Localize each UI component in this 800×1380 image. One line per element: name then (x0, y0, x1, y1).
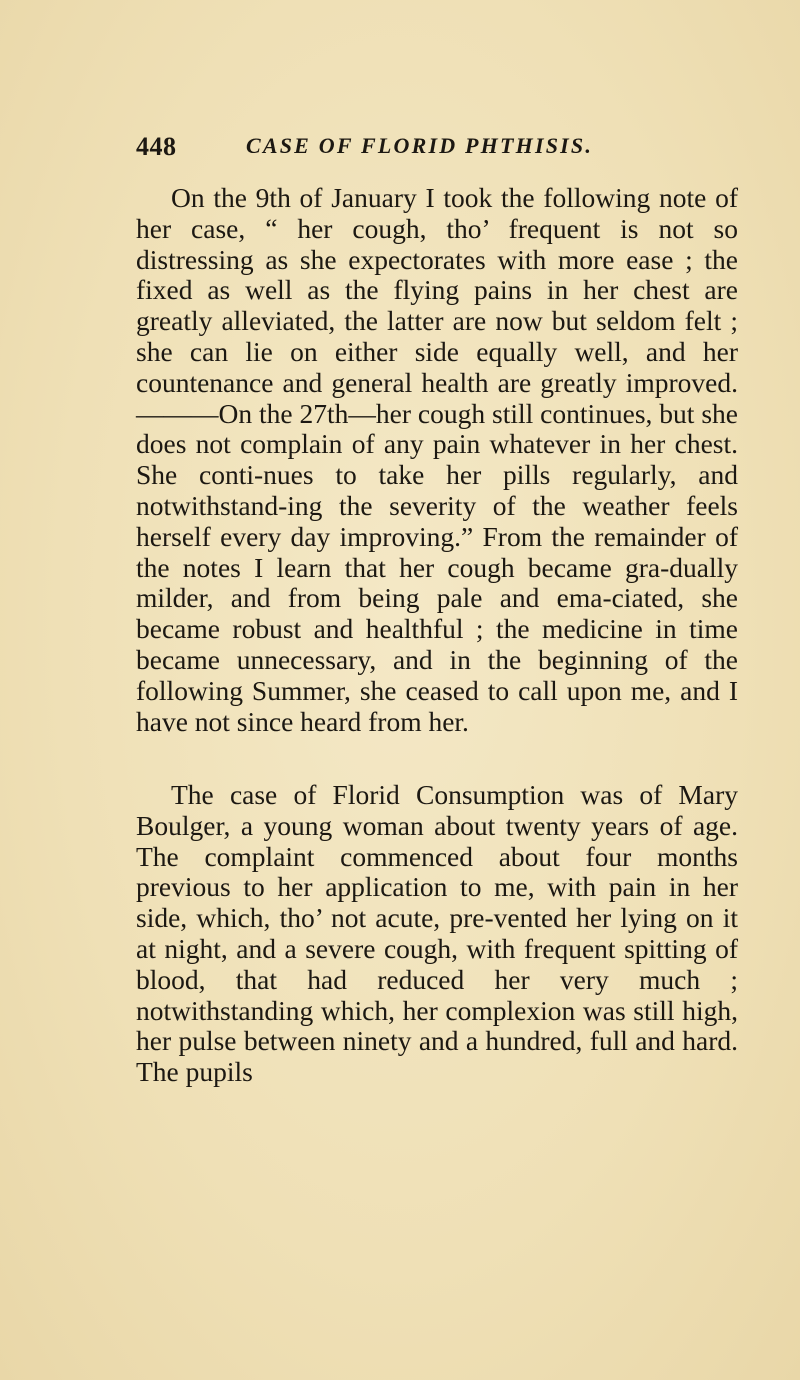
paragraph-text: On the 9th of January I took the following note of her case, “ her cough, tho’ frequent is not so distressing as she expectorates with more ease ; the fixed as well as the flying pains in her chest are greatly alleviated, the latter are now but seldom felt ; she can lie on either side equally well, and her countenance and general health are greatly improved.———On the 27th—her cough still continues, but she does not complain of any pain whatever in her chest. She conti-nues to take her pills regularly, and notwithstand-ing the severity of the weather feels herself every day improving.” From the remainder of the notes I learn that her cough became gra-dually milder, and from being pale and ema-ciated, she became robust and healthful ; the medicine in time became unnecessary, and in the beginning of the following Summer, she ceased to call upon me, and I have not since heard from her. (136, 182, 738, 737)
running-head: CASE OF FLORID PHTHISIS. (246, 133, 594, 158)
page-number: 448 (136, 132, 177, 161)
paragraph-1 (136, 183, 738, 737)
page-header (136, 132, 736, 168)
paragraph-text: The case of Florid Consumption was of Mary Boulger, a young woman about twenty years of age. The complaint commenced about four months previous to her application to me, with pain in her side, which, tho’ not acute, pre-vented her lying on it at night, and a severe cough, with frequent spitting of blood, that had reduced her very much ; notwithstanding which, her complexion was still high, her pulse between ninety and a hundred, full and hard. The pupils (136, 779, 738, 1088)
paragraph-2 (136, 780, 738, 1088)
